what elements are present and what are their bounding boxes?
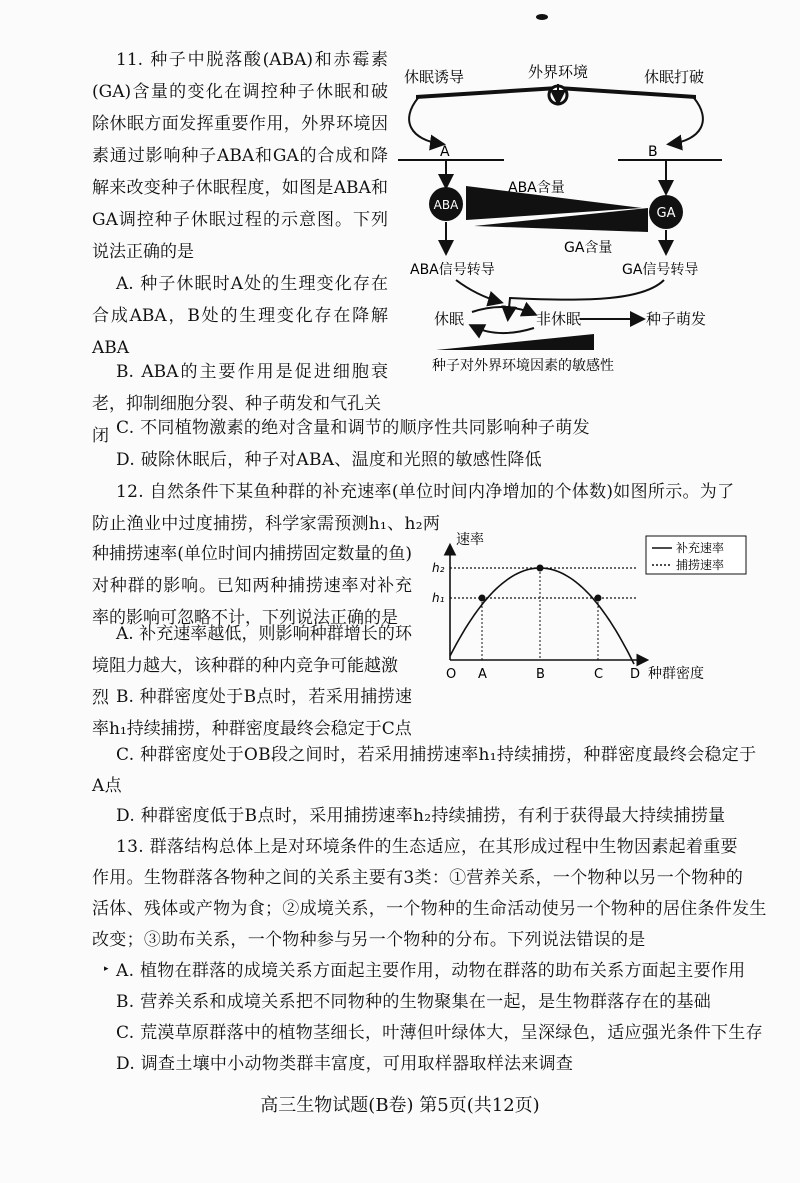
q13-line-1: 13. 群落结构总体上是对环境条件的生态适应，在其形成过程中生物因素起着重要: [116, 837, 738, 857]
q12-line: 种捕捞速率(单位时间内捕捞固定数量的鱼): [92, 544, 412, 564]
q11-option-d: D. 破除休眠后，种子对ABA、温度和光照的敏感性降低: [116, 450, 542, 470]
legend-harvest: 捕捞速率: [676, 558, 725, 572]
ga-node-label: GA: [656, 206, 676, 221]
arrow-aba-signal: [456, 280, 500, 302]
q11-line: 11. 种子中脱落酸(ABA)和赤霉素: [116, 50, 388, 70]
q12-line: 率的影响可忽略不计，下列说法正确的是: [92, 608, 398, 628]
q13-line-2: 作用。生物群落各物种之间的关系主要有3类：①营养关系，一个物种以另一个物种的: [92, 868, 744, 888]
sensitivity-label: 种子对外界环境因素的敏感性: [432, 358, 614, 374]
q13-line-3: 活体、残体或产物为食；②成境关系，一个物种的生命活动使另一个物种的居住条件发生: [92, 899, 767, 919]
cycle-arrow-top: [472, 307, 534, 314]
q12-option-b-line: 率h₁持续捕捞，种群密度最终会稳定于C点: [92, 719, 412, 739]
q12-option-a-line: 境阻力越大，该种群的种内竞争可能越激烈: [92, 656, 398, 708]
page-footer: 高三生物试题(B卷) 第5页(共12页): [260, 1095, 540, 1116]
label-b: B: [648, 144, 658, 160]
x-tick-o: O: [446, 667, 457, 682]
x-tick-c: C: [594, 667, 604, 682]
q12-option-d: D. 种群密度低于B点时，采用捕捞速率h₂持续捕捞，有利于获得最大持续捕捞量: [116, 806, 726, 826]
q12-line-2: 防止渔业中过度捕捞，科学家需预测h₁、h₂两: [92, 514, 441, 534]
sensitivity-wedge: [436, 334, 594, 350]
q13-option-b: B. 营养关系和成境关系把不同物种的生物聚集在一起，是生物群落存在的基础: [116, 992, 712, 1012]
point-b: [537, 565, 544, 572]
cycle-arrow-bottom: [472, 326, 534, 333]
x-tick-b: B: [536, 667, 545, 682]
q11-option-b-line: B. ABA的主要作用是促进细胞衰: [116, 362, 388, 382]
q11-stem: [92, 44, 388, 268]
label-a: A: [440, 144, 450, 160]
y-axis-label: 速率: [456, 532, 484, 548]
q11-option-b-line: 老，抑制细胞分裂、种子萌发和气孔关闭: [92, 394, 381, 446]
nondormant-label: 非休眠: [536, 310, 582, 328]
x-axis-label: 种群密度: [648, 666, 704, 682]
aba-signal-label: ABA信号转导: [410, 262, 495, 278]
x-tick-d: D: [630, 667, 641, 682]
q12-option-b-line: B. 种群密度处于B点时，若采用捕捞速: [116, 687, 412, 707]
aba-node-label: ABA: [433, 198, 459, 212]
q12-line-1: 12. 自然条件下某鱼种群的补充速率(单位时间内净增加的个体数)如图所示。为了: [116, 482, 735, 502]
q11-option-a-line: ABA: [92, 338, 130, 358]
q11-option-a-line: A. 种子休眠时A处的生理变化存在: [116, 274, 388, 294]
y-tick-h2: h₂: [432, 561, 445, 575]
label-environment: 外界环境: [527, 63, 589, 81]
aba-content-label: ABA含量: [508, 180, 565, 196]
q11-line: (GA)含量的变化在调控种子休眠和破: [92, 82, 388, 102]
break-arrow: [670, 98, 703, 144]
recruitment-curve: [450, 568, 634, 664]
ga-signal-label: GA信号转导: [622, 262, 699, 278]
scan-mark: [536, 14, 548, 20]
q11-line: 解来改变种子休眠程度，如图是ABA和: [92, 178, 388, 198]
q11-option-a: [92, 268, 388, 364]
margin-mark: ▸: [104, 964, 109, 974]
q12-option-a-line: A. 补充速率越低，则影响种群增长的环: [116, 624, 412, 644]
q12-option-c-line-1: C. 种群密度处于OB段之间时，若采用捕捞速率h₁持续捕捞，种群密度最终会稳定于: [116, 745, 757, 765]
q13-option-c: C. 荒漠草原群落中的植物茎细长，叶薄但叶绿体大，呈深绿色，适应强光条件下生存: [116, 1023, 763, 1043]
ga-content-label: GA含量: [564, 240, 613, 256]
y-tick-h1: h₁: [432, 591, 445, 605]
point-c: [595, 595, 602, 602]
x-tick-a: A: [478, 667, 487, 682]
q11-line: GA调控种子休眠过程的示意图。下列: [92, 210, 388, 230]
dormant-label: 休眠: [434, 310, 465, 328]
q12-option-b: [92, 681, 412, 745]
q13-option-a: A. 植物在群落的成境关系方面起主要作用，动物在群落的助布关系方面起主要作用: [116, 961, 746, 981]
q13-option-d: D. 调查土壤中小动物类群丰富度，可用取样器取样法来调查: [116, 1054, 574, 1074]
q11-option-a-line: 合成ABA，B处的生理变化存在降解: [92, 306, 388, 326]
chart-marks: [446, 565, 640, 683]
q11-option-c: C. 不同植物激素的绝对含量和调节的顺序性共同影响种子萌发: [116, 418, 590, 438]
label-dormancy-breaking: 休眠打破: [643, 68, 704, 86]
q13-line-4: 改变；③助布关系，一个物种参与另一个物种的分布。下列说法错误的是: [92, 930, 646, 950]
point-a: [479, 595, 486, 602]
q11-diagram: [396, 62, 726, 382]
q11-line: 说法正确的是: [92, 242, 194, 262]
q12-line: 对种群的影响。已知两种捕捞速率对补充: [92, 576, 412, 596]
q12-option-c-line-2: A点: [92, 776, 122, 796]
q12-chart: [420, 528, 750, 688]
induce-arrow: [409, 98, 442, 144]
legend-recruitment: 补充速率: [676, 541, 725, 555]
label-dormancy-induction: 休眠诱导: [404, 68, 465, 86]
q11-line: 素通过影响种子ABA和GA的合成和降: [92, 146, 388, 166]
germination-label: 种子萌发: [646, 310, 707, 328]
q11-line: 除休眠方面发挥重要作用，外界环境因: [92, 114, 388, 134]
